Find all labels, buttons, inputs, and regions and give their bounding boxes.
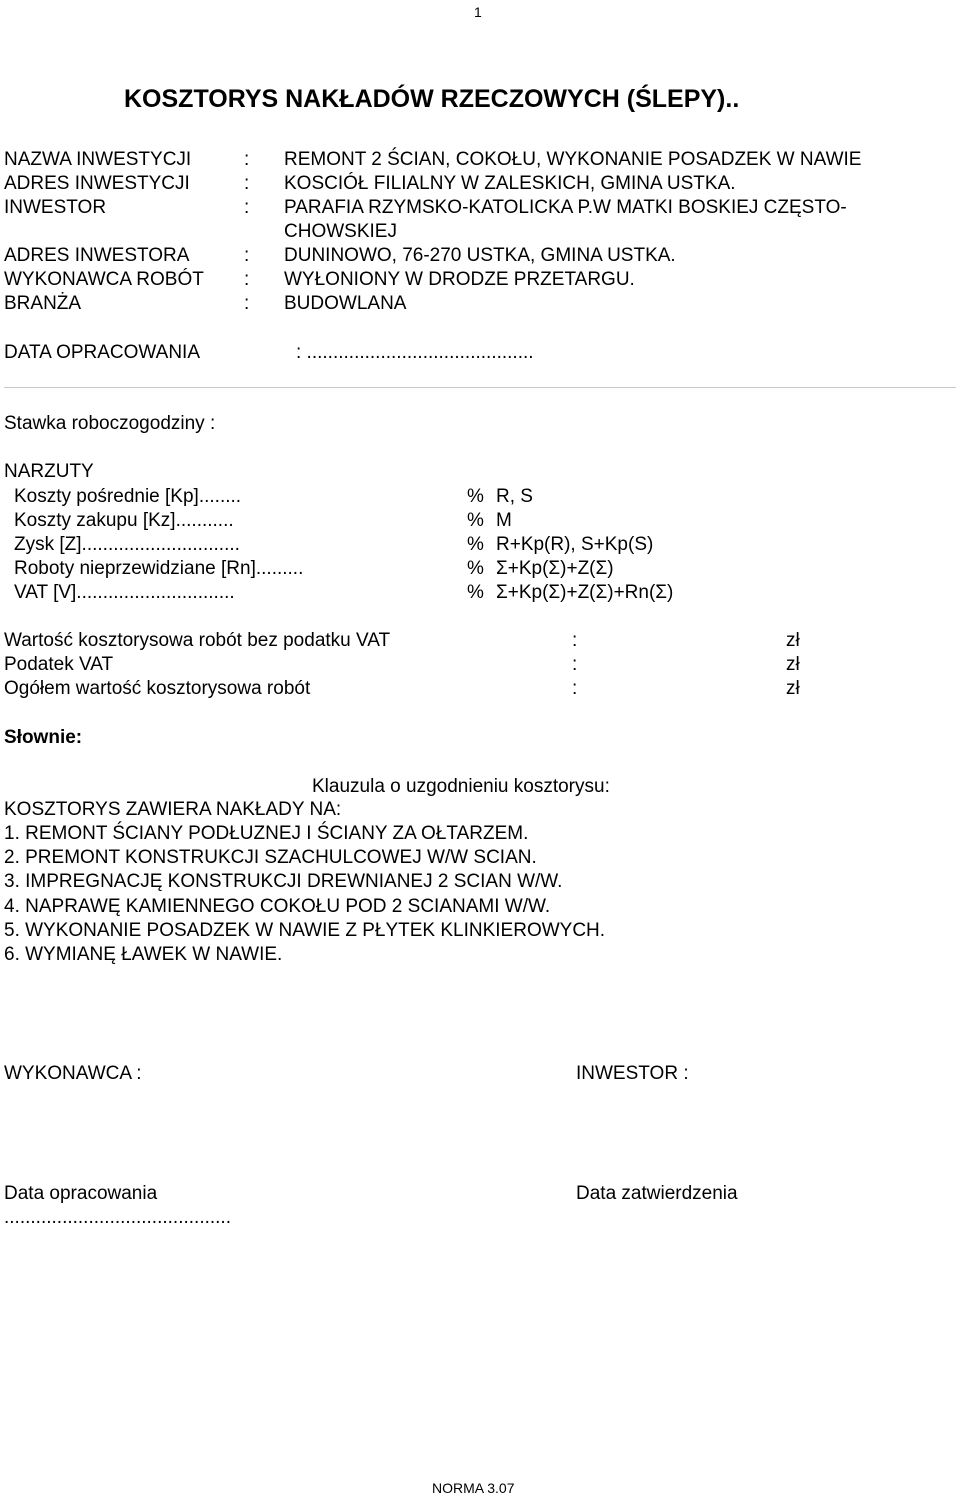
narzuty-heading: NARZUTY (4, 461, 94, 482)
summary-colon: : (572, 654, 578, 675)
zakres-heading: KOSZTORYS ZAWIERA NAKŁADY NA: (4, 799, 342, 820)
info-label: NAZWA INWESTYCJI (4, 149, 192, 170)
narzut-label: Koszty zakupu [Kz]........... (14, 510, 234, 531)
summary-label: Ogółem wartość kosztorysowa robót (4, 678, 311, 699)
summary-colon: : (572, 678, 578, 699)
data-zatwierdzenia-signature: Data zatwierdzenia (576, 1183, 738, 1204)
narzut-label: VAT [V].............................. (14, 582, 235, 603)
section-divider (4, 387, 956, 388)
list-item: 3. IMPREGNACJĘ KONSTRUKCJI DREWNIANEJ 2 SCIAN W/W. (4, 871, 563, 892)
info-value: PARAFIA RZYMSKO-KATOLICKA P.W MATKI BOSKIEJ CZĘSTO- (284, 197, 847, 218)
info-value: KOSCIÓŁ FILIALNY W ZALESKICH, GMINA USTKA. (284, 173, 736, 194)
slownie-label: Słownie: (4, 727, 83, 748)
narzut-label: Roboty nieprzewidziane [Rn]......... (14, 558, 304, 579)
summary-label: Podatek VAT (4, 654, 114, 675)
summary-currency: zł (786, 630, 800, 651)
stawka-roboczogodziny: Stawka roboczogodziny : (4, 413, 216, 434)
narzut-base: Σ+Kp(Σ)+Z(Σ)+Rn(Σ) (496, 582, 674, 603)
narzut-label: Zysk [Z].............................. (14, 534, 240, 555)
data-opracowania-signature: Data opracowania (4, 1183, 158, 1204)
summary-row (4, 677, 904, 701)
info-label: WYKONAWCA ROBÓT (4, 269, 204, 290)
info-label: ADRES INWESTYCJI (4, 173, 190, 194)
narzut-percent: % (467, 558, 484, 579)
info-label: INWESTOR (4, 197, 107, 218)
summary-currency: zł (786, 654, 800, 675)
data-opracowania-value: : ........................................... (296, 342, 534, 363)
narzut-percent: % (467, 582, 484, 603)
list-item: 4. NAPRAWĘ KAMIENNEGO COKOŁU POD 2 SCIANAMI W/W. (4, 896, 551, 917)
info-value: BUDOWLANA (284, 293, 407, 314)
info-value: DUNINOWO, 76-270 USTKA, GMINA USTKA. (284, 245, 676, 266)
info-label: BRANŻA (4, 293, 82, 314)
summary-row (4, 653, 904, 677)
summary-currency: zł (786, 678, 800, 699)
info-value: CHOWSKIEJ (284, 221, 397, 242)
list-item: 5. WYKONANIE POSADZEK W NAWIE Z PŁYTEK KLINKIEROWYCH. (4, 920, 606, 941)
summary-row (4, 629, 904, 653)
wykonawca-signature-label: WYKONAWCA : (4, 1063, 142, 1084)
narzut-percent: % (467, 510, 484, 531)
info-label: ADRES INWESTORA (4, 245, 190, 266)
page-number: 1 (474, 4, 482, 20)
data-opracowania-row (4, 341, 704, 365)
list-item: 6. WYMIANĘ ŁAWEK W NAWIE. (4, 944, 283, 965)
info-colon: : (244, 293, 250, 314)
document-title: KOSZTORYS NAKŁADÓW RZECZOWYCH (ŚLEPY).. (124, 85, 740, 113)
info-colon: : (244, 269, 250, 290)
narzut-percent: % (467, 534, 484, 555)
narzut-base: Σ+Kp(Σ)+Z(Σ) (496, 558, 614, 579)
info-value: REMONT 2 ŚCIAN, COKOŁU, WYKONANIE POSADZEK W NAWIE (284, 149, 862, 170)
info-colon: : (244, 245, 250, 266)
footer-norma: NORMA 3.07 (432, 1480, 515, 1496)
inwestor-signature-label: INWESTOR : (576, 1063, 689, 1084)
narzut-label: Koszty pośrednie [Kp]........ (14, 486, 242, 507)
summary-colon: : (572, 630, 578, 651)
list-item: 2. PREMONT KONSTRUKCJI SZACHULCOWEJ W/W SCIAN. (4, 847, 537, 868)
info-colon: : (244, 149, 250, 170)
list-item: 1. REMONT ŚCIANY PODŁUZNEJ I ŚCIANY ZA OŁTARZEM. (4, 823, 529, 844)
info-value: WYŁONIONY W DRODZE PRZETARGU. (284, 269, 635, 290)
narzut-percent: % (467, 486, 484, 507)
klauzula-label: Klauzula o uzgodnieniu kosztorysu: (312, 776, 610, 797)
narzut-base: R+Kp(R), S+Kp(S) (496, 534, 654, 555)
data-opracowania-label: DATA OPRACOWANIA (4, 342, 201, 363)
info-colon: : (244, 173, 250, 194)
narzut-base: R, S (496, 486, 533, 507)
data-opracowania-dots: ........................................... (4, 1207, 231, 1228)
narzut-base: M (496, 510, 512, 531)
info-colon: : (244, 197, 250, 218)
summary-label: Wartość kosztorysowa robót bez podatku VAT (4, 630, 391, 651)
